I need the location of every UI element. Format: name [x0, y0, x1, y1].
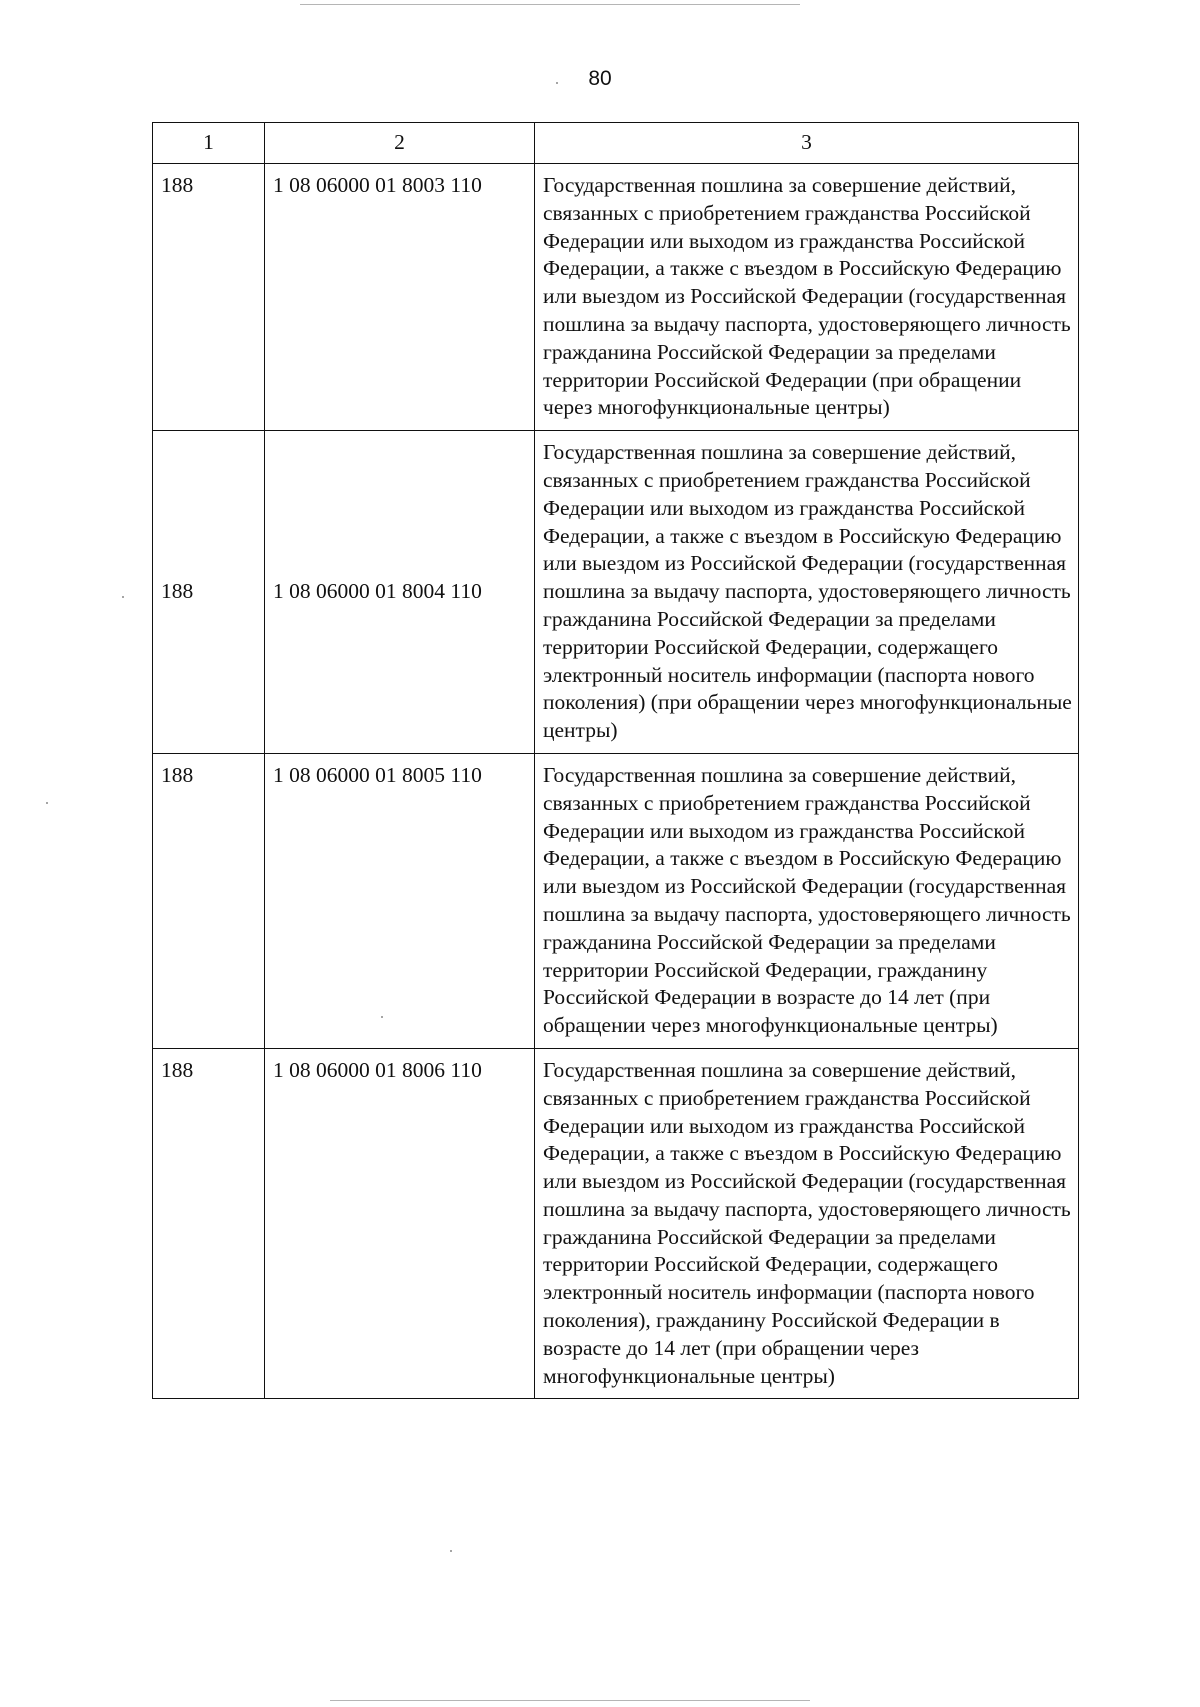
- table-row: [153, 431, 1079, 754]
- table-row: [153, 753, 1079, 1048]
- admin-code-cell: 188: [153, 1048, 265, 1399]
- budget-code-cell: 1 08 06000 01 8006 110: [265, 1048, 535, 1399]
- description-cell: Государственная пошлина за совершение действий, связанных с приобретением гражданства Российской Федерации или выходом из гражданства Российской Федерации, а также с въездом в Российскую Федерацию или выездом из Российской Федерации (государственная пошлина за выдачу паспорта, удостоверяющего личность гражданина Российской Федерации за пределами территории Российской Федерации, содержащего электронный носитель информации (паспорта нового поколения) (при обращении через многофункциональные центры): [535, 431, 1079, 754]
- table-row: [153, 164, 1079, 431]
- budget-code-cell: 1 08 06000 01 8004 110: [265, 431, 535, 754]
- budget-code-cell: 1 08 06000 01 8003 110: [265, 164, 535, 431]
- scan-speck: [46, 802, 48, 804]
- scan-speck: [450, 1550, 452, 1552]
- column-header: 3: [535, 123, 1079, 164]
- description-cell: Государственная пошлина за совершение действий, связанных с приобретением гражданства Российской Федерации или выходом из гражданства Российской Федерации, а также с въездом в Российскую Федерацию или выездом из Российской Федерации (государственная пошлина за выдачу паспорта, удостоверяющего личность гражданина Российской Федерации за пределами территории Российской Федерации, гражданину Российской Федерации в возрасте до 14 лет (при обращении через многофункциональные центры): [535, 753, 1079, 1048]
- column-header: 1: [153, 123, 265, 164]
- table-row: [153, 1048, 1079, 1399]
- scan-edge-top: [300, 4, 800, 5]
- description-cell: Государственная пошлина за совершение действий, связанных с приобретением гражданства Российской Федерации или выходом из гражданства Российской Федерации, а также с въездом в Российскую Федерацию или выездом из Российской Федерации (государственная пошлина за выдачу паспорта, удостоверяющего личность гражданина Российской Федерации за пределами территории Российской Федерации, содержащего электронный носитель информации (паспорта нового поколения), гражданину Российской Федерации в возрасте до 14 лет (при обращении через многофункциональные центры): [535, 1048, 1079, 1399]
- scan-edge-bottom: [330, 1700, 810, 1701]
- description-cell: Государственная пошлина за совершение действий, связанных с приобретением гражданства Российской Федерации или выходом из гражданства Российской Федерации, а также с въездом в Российскую Федерацию или выездом из Российской Федерации (государственная пошлина за выдачу паспорта, удостоверяющего личность гражданина Российской Федерации за пределами территории Российской Федерации (при обращении через многофункциональные центры): [535, 164, 1079, 431]
- table-header-row: [153, 123, 1079, 164]
- admin-code-cell: 188: [153, 753, 265, 1048]
- budget-code-cell: 1 08 06000 01 8005 110: [265, 753, 535, 1048]
- admin-code-cell: 188: [153, 164, 265, 431]
- column-header: 2: [265, 123, 535, 164]
- page-number: 80: [588, 67, 612, 90]
- scan-speck: [122, 596, 124, 598]
- budget-classification-table: [152, 122, 1079, 1399]
- admin-code-cell: 188: [153, 431, 265, 754]
